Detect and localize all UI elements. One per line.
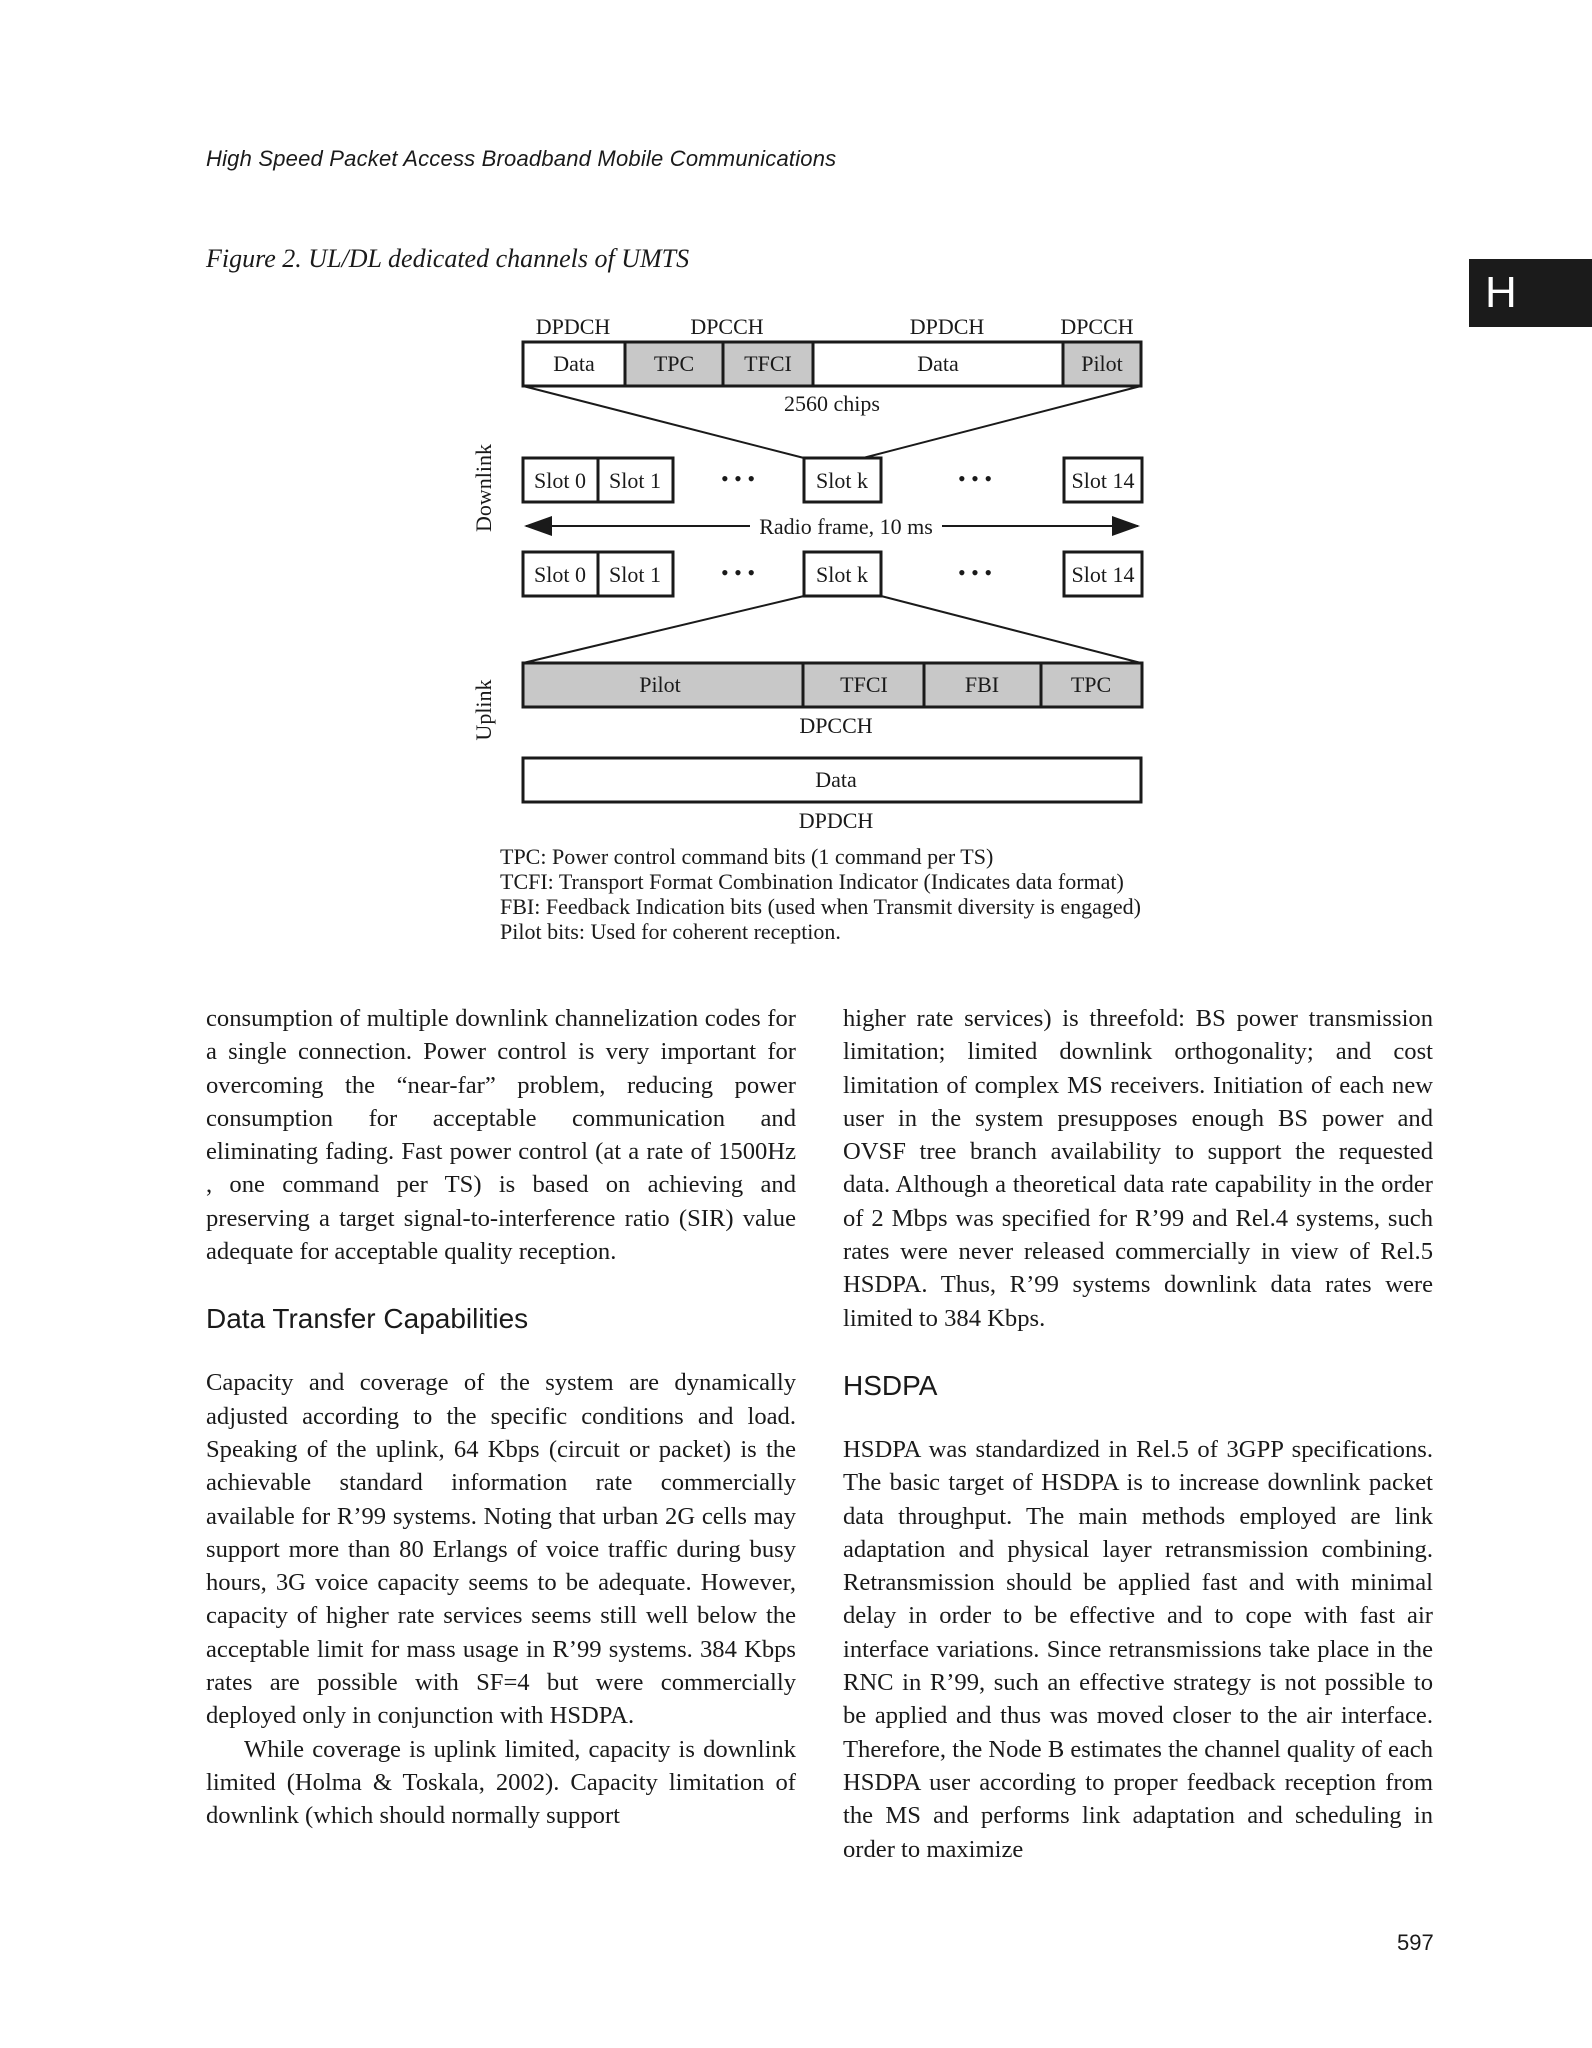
page-number: 597 — [1397, 1930, 1434, 1955]
slot-label: Slot k — [816, 468, 868, 493]
right-column — [843, 1002, 1433, 1866]
section-tab: H — [1469, 259, 1592, 327]
body-paragraph: HSDPA was standardized in Rel.5 of 3GPP specifications. The basic target of HSDPA is to increase downlink packet data throughput. The main methods employed are link adaptation and physical layer retransmission combining. Retransmission should be applied fast and with minimal delay in order to be effective and to cope with fast air interface variations. Since retransmissions take place in the RNC in R’99, such an effective strategy is not possible to be applied and thus was moved closer to the air interface. Therefore, the Node B estimates the channel quality of each HSDPA user according to proper feedback reception from the MS and performs link adaptation and scheduling in order to maximize — [843, 1435, 1434, 1863]
figure-legend — [500, 844, 1141, 944]
body-paragraph: higher rate services) is threefold: BS power transmission limitation; limited downlink orthogonality; and cost limitation of complex MS receivers. Initiation of each new user in the system presupposes enough BS power and OVSF tree branch availability to support the requested data. Although a theoretical data rate capability in the order of 2 Mbps was specified for R’99 and Rel.4 systems, such rates were never released commercially in view of Rel.5 HSDPA. Thus, R’99 systems downlink data rates were limited to 384 Kbps. — [843, 1005, 1433, 1332]
ul-dpdch-label: DPDCH — [798, 808, 874, 833]
body-paragraph: Capacity and coverage of the system are dynamically adjusted according to the specific conditions and load. Speaking of the uplink, 64 Kbps (circuit or packet) is the achievable standard information rate commercially available for R’99 systems. Noting that urban 2G cells may support more than 80 Erlangs of voice traffic during busy hours, 3G voice capacity seems to be adequate. However, capacity of higher rate services seems still well below the acceptable limit for mass usage in R’99 systems. 384 Kbps rates are possible with SF=4 but were commercially deployed only in conjunction with HSDPA. — [206, 1369, 796, 1730]
section-heading: Data Transfer Capabilities — [206, 1303, 529, 1335]
ul-field-label: TFCI — [840, 672, 888, 697]
legend-line: TPC: Power control command bits (1 command per TS) — [500, 844, 994, 869]
ul-field-label: Pilot — [639, 672, 681, 697]
downlink-slot-row — [523, 458, 1142, 502]
uplink-label: Uplink — [471, 679, 496, 741]
radio-frame-label: Radio frame, 10 ms — [759, 514, 933, 539]
ellipsis: • • • — [720, 560, 756, 585]
section-heading: HSDPA — [843, 1369, 938, 1401]
running-header: High Speed Packet Access Broadband Mobile Communications — [206, 146, 837, 171]
uplink-slot-row — [523, 552, 1142, 596]
ul-field-label: TPC — [1070, 672, 1112, 697]
chips-label: 2560 chips — [784, 391, 880, 416]
dl-channel-label: DPDCH — [535, 314, 611, 339]
dl-channel-label: DPDCH — [909, 314, 985, 339]
body-paragraph: While coverage is uplink limited, capacity is downlink limited (Holma & Toskala, 2002). Capacity limitation of downlink (which should normally support — [206, 1735, 796, 1830]
dl-channel-label: DPCCH — [690, 314, 764, 339]
dl-field-label: TFCI — [744, 351, 792, 376]
ellipsis: • • • — [957, 466, 993, 491]
body-paragraph: consumption of multiple downlink channelization codes for a single connection. Power control is very important for overcoming the “near-far” problem, reducing power consumption for acceptable communication and eliminating fading. Fast power control (at a rate of 1500Hz , one command per TS) is based on achieving and preserving a target signal-to-interference ratio (SIR) value adequate for acceptable quality reception. — [206, 1005, 796, 1266]
left-column — [206, 1002, 796, 1833]
dl-field-label: TPC — [653, 351, 695, 376]
slot-label: Slot 0 — [534, 562, 586, 587]
dl-channel-label: DPCCH — [1060, 314, 1134, 339]
dl-field-label: Data — [917, 351, 959, 376]
downlink-label: Downlink — [471, 444, 496, 532]
legend-line: Pilot bits: Used for coherent reception. — [500, 919, 841, 944]
dl-field-label: Data — [553, 351, 595, 376]
slot-label: Slot 1 — [609, 468, 661, 493]
slot-label: Slot 0 — [534, 468, 586, 493]
slot-label: Slot 14 — [1071, 468, 1135, 493]
slot-label: Slot 14 — [1071, 562, 1135, 587]
slot-label: Slot 1 — [609, 562, 661, 587]
slot-label: Slot k — [816, 562, 868, 587]
downlink-slot-fields — [523, 342, 1141, 386]
legend-line: FBI: Feedback Indication bits (used when Transmit diversity is engaged) — [500, 894, 1141, 919]
uplink-dpcch-fields — [523, 663, 1142, 707]
figure-caption: Figure 2. UL/DL dedicated channels of UMTS — [206, 244, 690, 273]
ul-control-label: DPCCH — [799, 713, 873, 738]
ul-data-label: Data — [815, 767, 857, 792]
ellipsis: • • • — [957, 560, 993, 585]
ul-field-label: FBI — [964, 672, 1000, 697]
umts-channel-figure — [460, 308, 1180, 948]
ellipsis: • • • — [720, 466, 756, 491]
dl-field-label: Pilot — [1081, 351, 1123, 376]
legend-line: TCFI: Transport Format Combination Indicator (Indicates data format) — [500, 869, 1124, 894]
